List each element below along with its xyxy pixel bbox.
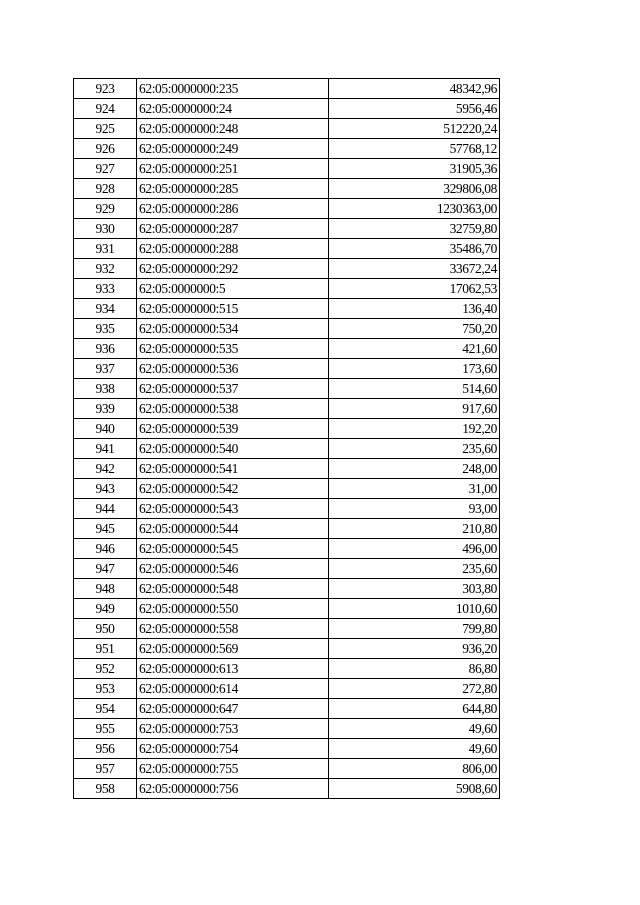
row-number-cell: 951 [74,639,137,659]
row-number-cell: 956 [74,739,137,759]
cadastral-number-cell: 62:05:0000000:756 [137,779,329,799]
table-row [74,499,500,519]
cadastral-value-cell: 17062,53 [329,279,500,299]
row-number-cell: 923 [74,79,137,99]
cadastral-value-cell: 303,80 [329,579,500,599]
row-number-cell: 940 [74,419,137,439]
cadastral-value-cell: 136,40 [329,299,500,319]
table-row [74,759,500,779]
cadastral-value-cell: 93,00 [329,499,500,519]
cadastral-number-cell: 62:05:0000000:541 [137,459,329,479]
cadastral-number-cell: 62:05:0000000:543 [137,499,329,519]
cadastral-value-cell: 644,80 [329,699,500,719]
cadastral-number-cell: 62:05:0000000:647 [137,699,329,719]
cadastral-value-cell: 514,60 [329,379,500,399]
table-row [74,239,500,259]
row-number-cell: 955 [74,719,137,739]
table-row [74,519,500,539]
cadastral-value-cell: 512220,24 [329,119,500,139]
row-number-cell: 938 [74,379,137,399]
cadastral-number-cell: 62:05:0000000:540 [137,439,329,459]
cadastral-value-cell: 936,20 [329,639,500,659]
cadastral-value-cell: 33672,24 [329,259,500,279]
cadastral-value-cell: 173,60 [329,359,500,379]
cadastral-value-table [73,78,500,799]
cadastral-value-cell: 1230363,00 [329,199,500,219]
row-number-cell: 925 [74,119,137,139]
cadastral-number-cell: 62:05:0000000:539 [137,419,329,439]
cadastral-number-cell: 62:05:0000000:548 [137,579,329,599]
table-row [74,199,500,219]
row-number-cell: 926 [74,139,137,159]
cadastral-value-cell: 5908,60 [329,779,500,799]
row-number-cell: 935 [74,319,137,339]
cadastral-number-cell: 62:05:0000000:235 [137,79,329,99]
cadastral-number-cell: 62:05:0000000:755 [137,759,329,779]
table-row [74,179,500,199]
cadastral-value-cell: 49,60 [329,719,500,739]
row-number-cell: 946 [74,539,137,559]
cadastral-number-cell: 62:05:0000000:515 [137,299,329,319]
cadastral-number-cell: 62:05:0000000:535 [137,339,329,359]
cadastral-number-cell: 62:05:0000000:285 [137,179,329,199]
cadastral-number-cell: 62:05:0000000:287 [137,219,329,239]
table-row [74,579,500,599]
table-row [74,219,500,239]
cadastral-value-cell: 329806,08 [329,179,500,199]
table-row [74,619,500,639]
table-row [74,439,500,459]
cadastral-number-cell: 62:05:0000000:537 [137,379,329,399]
table-row [74,139,500,159]
row-number-cell: 934 [74,299,137,319]
cadastral-value-cell: 799,80 [329,619,500,639]
row-number-cell: 928 [74,179,137,199]
table-row [74,359,500,379]
cadastral-value-cell: 210,80 [329,519,500,539]
cadastral-number-cell: 62:05:0000000:614 [137,679,329,699]
row-number-cell: 931 [74,239,137,259]
cadastral-value-cell: 5956,46 [329,99,500,119]
row-number-cell: 932 [74,259,137,279]
cadastral-value-cell: 806,00 [329,759,500,779]
table-row [74,279,500,299]
row-number-cell: 953 [74,679,137,699]
table-row [74,419,500,439]
row-number-cell: 942 [74,459,137,479]
table-row [74,99,500,119]
row-number-cell: 929 [74,199,137,219]
table-row [74,119,500,139]
cadastral-number-cell: 62:05:0000000:538 [137,399,329,419]
cadastral-number-cell: 62:05:0000000:753 [137,719,329,739]
cadastral-value-cell: 57768,12 [329,139,500,159]
table-row [74,719,500,739]
row-number-cell: 939 [74,399,137,419]
cadastral-value-cell: 49,60 [329,739,500,759]
cadastral-value-cell: 917,60 [329,399,500,419]
table-row [74,399,500,419]
cadastral-value-cell: 48342,96 [329,79,500,99]
cadastral-number-cell: 62:05:0000000:569 [137,639,329,659]
row-number-cell: 949 [74,599,137,619]
table-row [74,679,500,699]
cadastral-value-cell: 248,00 [329,459,500,479]
table-row [74,739,500,759]
row-number-cell: 950 [74,619,137,639]
table-row [74,699,500,719]
cadastral-value-cell: 192,20 [329,419,500,439]
table-row [74,339,500,359]
row-number-cell: 936 [74,339,137,359]
cadastral-number-cell: 62:05:0000000:534 [137,319,329,339]
cadastral-value-cell: 750,20 [329,319,500,339]
table-row [74,559,500,579]
cadastral-number-cell: 62:05:0000000:248 [137,119,329,139]
table-row [74,379,500,399]
row-number-cell: 948 [74,579,137,599]
row-number-cell: 943 [74,479,137,499]
cadastral-value-cell: 32759,80 [329,219,500,239]
cadastral-number-cell: 62:05:0000000:24 [137,99,329,119]
cadastral-value-cell: 31,00 [329,479,500,499]
cadastral-value-cell: 235,60 [329,439,500,459]
row-number-cell: 933 [74,279,137,299]
row-number-cell: 924 [74,99,137,119]
cadastral-number-cell: 62:05:0000000:286 [137,199,329,219]
cadastral-number-cell: 62:05:0000000:613 [137,659,329,679]
row-number-cell: 945 [74,519,137,539]
cadastral-value-cell: 31905,36 [329,159,500,179]
table-row [74,779,500,799]
cadastral-number-cell: 62:05:0000000:292 [137,259,329,279]
cadastral-value-cell: 35486,70 [329,239,500,259]
table-row [74,599,500,619]
cadastral-number-cell: 62:05:0000000:288 [137,239,329,259]
row-number-cell: 941 [74,439,137,459]
cadastral-number-cell: 62:05:0000000:545 [137,539,329,559]
row-number-cell: 954 [74,699,137,719]
table-row [74,639,500,659]
row-number-cell: 958 [74,779,137,799]
row-number-cell: 944 [74,499,137,519]
cadastral-value-cell: 1010,60 [329,599,500,619]
cadastral-value-cell: 272,80 [329,679,500,699]
table-row [74,299,500,319]
table-row [74,259,500,279]
cadastral-number-cell: 62:05:0000000:544 [137,519,329,539]
row-number-cell: 957 [74,759,137,779]
row-number-cell: 952 [74,659,137,679]
cadastral-number-cell: 62:05:0000000:5 [137,279,329,299]
cadastral-number-cell: 62:05:0000000:754 [137,739,329,759]
cadastral-value-cell: 235,60 [329,559,500,579]
cadastral-number-cell: 62:05:0000000:251 [137,159,329,179]
cadastral-value-cell: 421,60 [329,339,500,359]
table-row [74,539,500,559]
row-number-cell: 930 [74,219,137,239]
cadastral-number-cell: 62:05:0000000:550 [137,599,329,619]
table-row [74,319,500,339]
table-row [74,659,500,679]
table-row [74,159,500,179]
row-number-cell: 947 [74,559,137,579]
cadastral-number-cell: 62:05:0000000:558 [137,619,329,639]
table-row [74,479,500,499]
cadastral-value-cell: 86,80 [329,659,500,679]
cadastral-number-cell: 62:05:0000000:546 [137,559,329,579]
row-number-cell: 937 [74,359,137,379]
cadastral-number-cell: 62:05:0000000:249 [137,139,329,159]
table-row [74,79,500,99]
cadastral-number-cell: 62:05:0000000:536 [137,359,329,379]
table-row [74,459,500,479]
cadastral-number-cell: 62:05:0000000:542 [137,479,329,499]
row-number-cell: 927 [74,159,137,179]
cadastral-value-cell: 496,00 [329,539,500,559]
table-body [74,79,500,799]
